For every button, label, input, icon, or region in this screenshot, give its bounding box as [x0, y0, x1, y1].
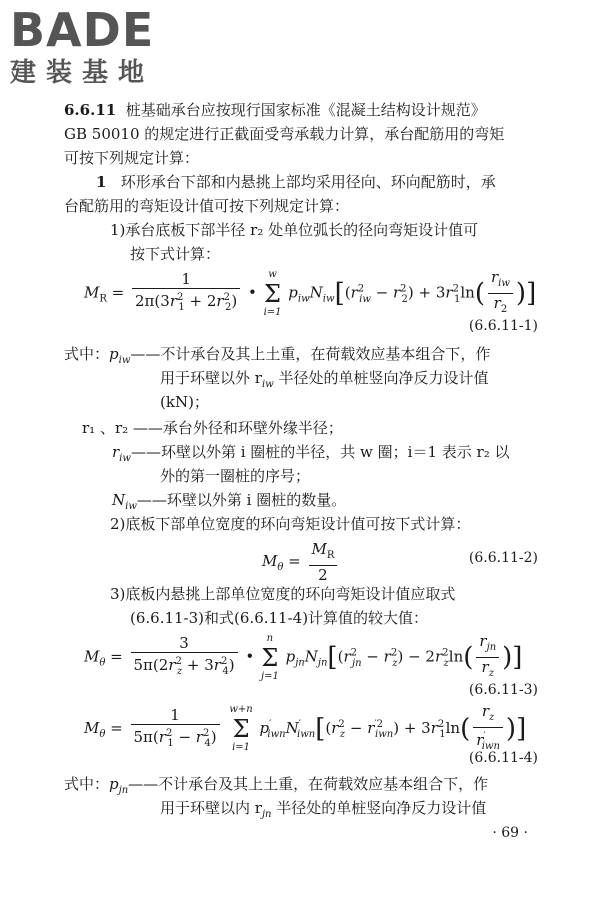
equation-number-2: (6.6.11-2) [468, 550, 538, 566]
def-riw-line-2: 外的第一圈桩的序号； [160, 467, 311, 485]
def-piw-line-2: 用于环壁以外 $r_{iw}$ 半径处的单桩竖向净反力设计值 [160, 369, 489, 390]
def-piw-line-1: 式中：$p_{iw}——$不计承台及其上土重，在荷载效应基本组合下，作 [64, 345, 491, 366]
section-intro-line-1: 6.6.11 桩基础承台应按现行国家标准《混凝土结构设计规范》 [64, 101, 486, 119]
sub-1-line-2: 按下式计算： [130, 245, 221, 263]
equation-6-6-11-4: $M_\theta$ = $\frac{1}{5\pi(r^2_1 - r^2_4)}$ w+n Σ i=1 $p'_{iwn}N'_{iwn}[(r^2_z - r^{'2}_{iwn}) + 3r^2_1\ln$( $\frac{r_z}{r'_{iwn}}$ )] [84, 702, 527, 753]
section-number: 6.6.11 [64, 101, 117, 119]
sub-1-line-1: 1)承台底板下部半径 r₂ 处单位弧长的径向弯矩设计值可 [110, 221, 479, 239]
equation-6-6-11-3: $M_\theta$ = $\frac{3}{5\pi(2r^2_z + 3r^2_4)}$ • n Σ j=1 $p_{jn}N_{jn}[(r^2_{jn} - r^2_z) - 2r^2_z\ln$( $\frac{r_{jn}}{r_z}$ )] [84, 632, 523, 682]
equation-6-6-11-1: $M_R$ = $\frac{1}{2\pi(3r^2_1 + 2r^2_2)}$ • w Σ i=1 $p_{iw}N_{iw}[(r^2_{iw} - r^2_2) + 3r^2_1\ln$( $\frac{r_{iw}}{r_2}$ )] [84, 268, 537, 318]
equation-number-3: (6.6.11-3) [468, 682, 538, 698]
item-1-line-2: 台配筋用的弯矩设计值可按下列规定计算： [64, 197, 350, 215]
item-1-line-1: 1 环形承台下部和内悬挑上部均采用径向、环向配筋时，承 [96, 173, 496, 191]
sub-3-line-1: 3)底板内悬挑上部单位宽度的环向弯矩设计值应取式 [110, 585, 456, 603]
page-number: · 69 · [492, 825, 528, 841]
equation-number-4: (6.6.11-4) [468, 750, 538, 766]
sub-3-line-2: (6.6.11-3)和式(6.6.11-4)计算值的较大值： [130, 609, 429, 627]
equation-number-1: (6.6.11-1) [468, 318, 538, 334]
section-intro-line-2: GB 50010 的规定进行正截面受弯承载力计算，承台配筋用的弯矩 [64, 125, 505, 143]
equation-6-6-11-2: $M_\theta$ = $\frac{M_R}{2}$ [262, 540, 340, 584]
section-intro-line-3: 可按下列规定计算： [64, 149, 200, 167]
publisher-logo [10, 3, 155, 88]
def-pjn-line-1: 式中：$p_{jn}——$不计承台及其上土重，在荷载效应基本组合下，作 [64, 775, 489, 796]
def-niw: $N_{iw}——$环壁以外第 i 圈桩的数量。 [112, 491, 347, 512]
def-piw-line-3: (kN)； [160, 393, 209, 411]
sub-2-line-1: 2)底板下部单位宽度的环向弯矩设计值可按下式计算： [110, 515, 471, 533]
logo-subtitle: 建装基地 [10, 58, 155, 88]
logo-brand: BADE [10, 3, 155, 57]
def-pjn-line-2: 用于环壁以内 $r_{jn}$ 半径处的单桩竖向净反力设计值 [160, 799, 487, 820]
def-riw-line-1: $r_{iw}——$环壁以外第 i 圈桩的半径，共 w 圈；i＝1 表示 r₂ 以 [112, 443, 510, 464]
def-r1-r2: r₁ 、r₂ ——承台外径和环壁外缘半径； [82, 419, 343, 437]
